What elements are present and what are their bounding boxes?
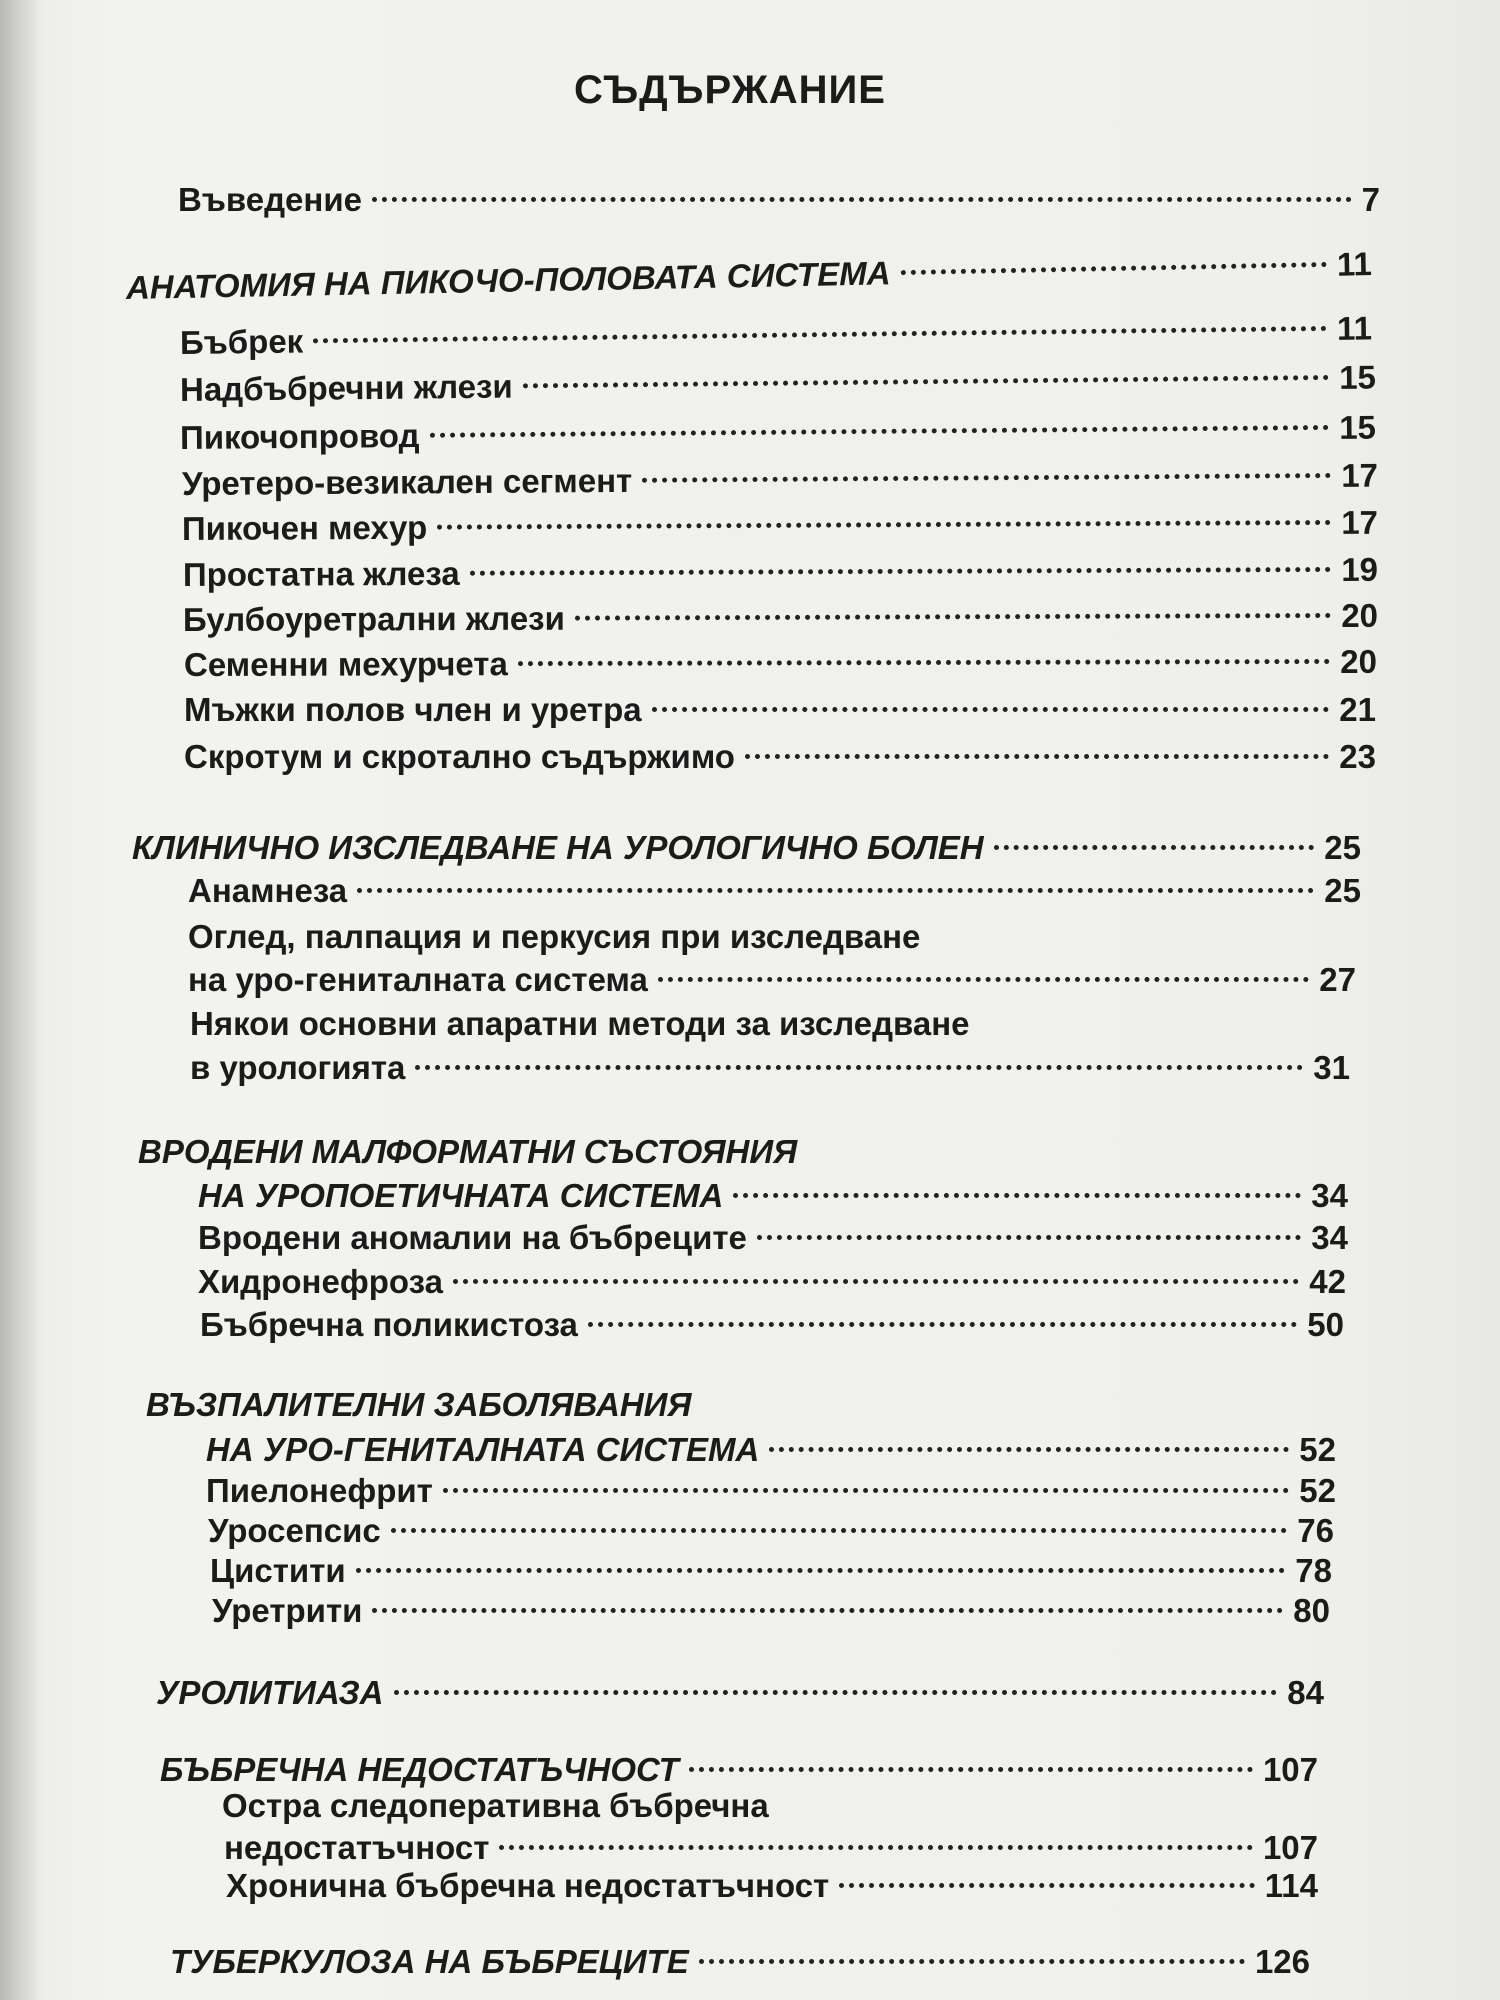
toc-entry-title: Бъбречна поликистоза	[200, 1306, 578, 1343]
leader-dots	[900, 262, 1327, 275]
leader-dots	[415, 1065, 1303, 1070]
toc-entry	[180, 357, 1376, 410]
leader-dots	[391, 1528, 1287, 1533]
toc-entry-page: 52	[1299, 1472, 1336, 1509]
toc-entry	[190, 1048, 1350, 1088]
toc-entry-title: Пиелонефрит	[206, 1472, 433, 1509]
toc-section	[132, 828, 1361, 868]
toc-entry	[206, 1471, 1336, 1511]
toc-entry-page: 107	[1262, 1829, 1318, 1866]
toc-entry	[184, 642, 1377, 685]
leader-dots	[839, 1883, 1255, 1888]
toc-section-title: НА УРОПОЕТИЧНАТА СИСТЕМА	[198, 1177, 724, 1214]
toc-section	[170, 1942, 1310, 1982]
toc-entry-page: 78	[1295, 1552, 1332, 1589]
toc-entry	[182, 456, 1378, 504]
toc-entry-page: 126	[1254, 1943, 1310, 1980]
leader-dots	[745, 754, 1329, 759]
toc-entry-title: Пикочен мехур	[181, 508, 428, 547]
toc-entry-page: 11	[1336, 309, 1373, 347]
toc-entry-page: 27	[1319, 961, 1356, 998]
leader-dots	[994, 845, 1315, 850]
toc-entry-page: 84	[1287, 1674, 1324, 1711]
leader-dots	[453, 1279, 1299, 1284]
leader-dots	[429, 425, 1329, 438]
toc-entry-page: 76	[1297, 1512, 1334, 1549]
toc-entry-page: 15	[1339, 358, 1377, 396]
toc-entry-page: 25	[1324, 872, 1361, 909]
toc-entry-title: Уретрити	[212, 1592, 363, 1629]
toc-entry-title: Анамнеза	[188, 872, 348, 909]
toc-entry-page: 20	[1340, 642, 1378, 680]
toc-entry-page: 19	[1341, 550, 1379, 588]
page-title: СЪДЪРЖАНИЕ	[574, 68, 886, 112]
toc-section	[198, 1176, 1348, 1216]
toc-entry	[208, 1511, 1334, 1551]
toc-entry-page: 15	[1339, 408, 1377, 446]
toc-entry-title: Простатна жлеза	[182, 554, 460, 593]
leader-dots	[443, 1488, 1289, 1493]
leader-dots	[642, 473, 1331, 483]
toc-entry-title: Уретеро-везикален сегмент	[181, 461, 633, 502]
toc-entry-page: 42	[1309, 1263, 1346, 1300]
leader-dots	[689, 1767, 1253, 1772]
toc-entry	[210, 1551, 1332, 1591]
toc-entry-title: Цистити	[210, 1552, 346, 1589]
toc-entry-page: 7	[1361, 181, 1380, 218]
toc-section	[206, 1430, 1336, 1470]
toc-entry-page: 17	[1341, 503, 1379, 541]
leader-dots	[518, 659, 1331, 666]
toc-entry	[178, 180, 1380, 220]
leader-dots	[372, 1608, 1283, 1613]
leader-dots	[356, 1568, 1286, 1573]
leader-dots	[652, 707, 1330, 712]
toc-entry	[200, 1305, 1344, 1345]
toc-entry-title: недостатъчност	[224, 1829, 490, 1866]
toc-entry-page: 11	[1336, 245, 1373, 283]
toc-entry-title: Въведение	[178, 181, 362, 218]
leader-dots	[437, 520, 1331, 530]
toc-entry-title: Семенни мехурчета	[183, 645, 508, 683]
toc-entry-page: 107	[1262, 1751, 1318, 1788]
toc-entry	[198, 1218, 1348, 1258]
toc-entry	[184, 690, 1376, 730]
toc-entry	[183, 550, 1378, 595]
toc-entry-title: Оглед, палпация и перкусия при изследване	[188, 918, 921, 955]
toc-entry	[183, 596, 1378, 640]
leader-dots	[470, 567, 1332, 576]
toc-entry-title: на уро-гениталната система	[188, 961, 648, 998]
toc-section-title: КЛИНИЧНО ИЗСЛЕДВАНЕ НА УРОЛОГИЧНО БОЛЕН	[132, 829, 984, 866]
toc-entry-page: 52	[1299, 1431, 1336, 1468]
leader-dots	[499, 1845, 1253, 1850]
toc-entry	[180, 308, 1372, 363]
toc-section-title: НА УРО-ГЕНИТАЛНАТА СИСТЕМА	[206, 1431, 760, 1468]
toc-entry-page: 21	[1339, 691, 1376, 728]
toc-section-title: АНАТОМИЯ НА ПИКОЧО-ПОЛОВАТА СИСТЕМА	[125, 254, 891, 306]
leader-dots	[575, 613, 1331, 621]
toc-section-title: БЪБРЕЧНА НЕДОСТАТЪЧНОСТ	[160, 1751, 679, 1788]
leader-dots	[394, 1690, 1278, 1695]
toc-entry	[188, 871, 1361, 911]
leader-dots	[357, 888, 1314, 893]
toc-entry-page: 80	[1293, 1592, 1330, 1629]
toc-entry-page: 34	[1311, 1177, 1348, 1214]
toc-section-title: УРОЛИТИАЗА	[156, 1674, 384, 1711]
toc-entry-title: Хидронефроза	[198, 1263, 443, 1300]
toc-entry-title: Някои основни апаратни методи за изследване	[190, 1005, 970, 1042]
leader-dots	[699, 1959, 1245, 1964]
leader-dots	[523, 375, 1330, 388]
toc-entry	[188, 960, 1356, 1000]
toc-entry-page: 50	[1307, 1306, 1344, 1343]
toc-entry	[180, 408, 1376, 458]
toc-entry-title: Мъжки полов член и уретра	[184, 691, 642, 728]
toc-entry-title: Скротум и скротално съдържимо	[184, 738, 735, 775]
toc-entry-page: 17	[1341, 456, 1379, 494]
leader-dots	[313, 326, 1327, 343]
toc-entry-title: Уросепсис	[208, 1512, 381, 1549]
toc-entry-title: в урологията	[190, 1049, 406, 1086]
leader-dots	[733, 1193, 1301, 1198]
toc-entry-title: Бъбрек	[179, 322, 304, 361]
toc-section	[156, 1673, 1324, 1713]
leader-dots	[658, 977, 1309, 982]
toc-entry-page: 20	[1341, 596, 1379, 634]
toc-entry-title: Надбъбречни жлези	[179, 367, 513, 408]
leader-dots	[769, 1447, 1289, 1452]
toc-section-title: ВРОДЕНИ МАЛФОРМАТНИ СЪСТОЯНИЯ	[138, 1133, 798, 1170]
toc-section	[160, 1750, 1318, 1790]
toc-entry	[226, 1866, 1318, 1906]
toc-entry-title: Вродени аномалии на бъбреците	[198, 1219, 747, 1256]
toc-entry-page: 31	[1313, 1049, 1350, 1086]
toc-entry-title: Хронична бъбречна недостатъчност	[226, 1867, 830, 1904]
toc-entry-title: Остра следоперативна бъбречна	[222, 1787, 769, 1824]
leader-dots	[757, 1235, 1301, 1240]
toc-entry	[224, 1828, 1318, 1868]
toc-entry	[182, 503, 1378, 549]
toc-section	[126, 244, 1373, 308]
toc-entry-page: 114	[1264, 1867, 1318, 1904]
leader-dots	[588, 1322, 1297, 1327]
toc-entry-page: 34	[1311, 1219, 1348, 1256]
toc-entry	[198, 1262, 1346, 1302]
toc-section-title: ТУБЕРКУЛОЗА НА БЪБРЕЦИТЕ	[170, 1943, 689, 1980]
toc-entry	[184, 737, 1376, 777]
toc-entry-title: Пикочопровод	[179, 416, 420, 456]
leader-dots	[372, 197, 1352, 202]
toc-entry-page: 23	[1339, 738, 1376, 775]
toc-entry-page: 25	[1324, 829, 1361, 866]
toc-section-title: ВЪЗПАЛИТЕЛНИ ЗАБОЛЯВАНИЯ	[146, 1386, 692, 1423]
toc-entry-title: Булбоуретрални жлези	[182, 599, 565, 638]
toc-entry	[212, 1591, 1330, 1631]
